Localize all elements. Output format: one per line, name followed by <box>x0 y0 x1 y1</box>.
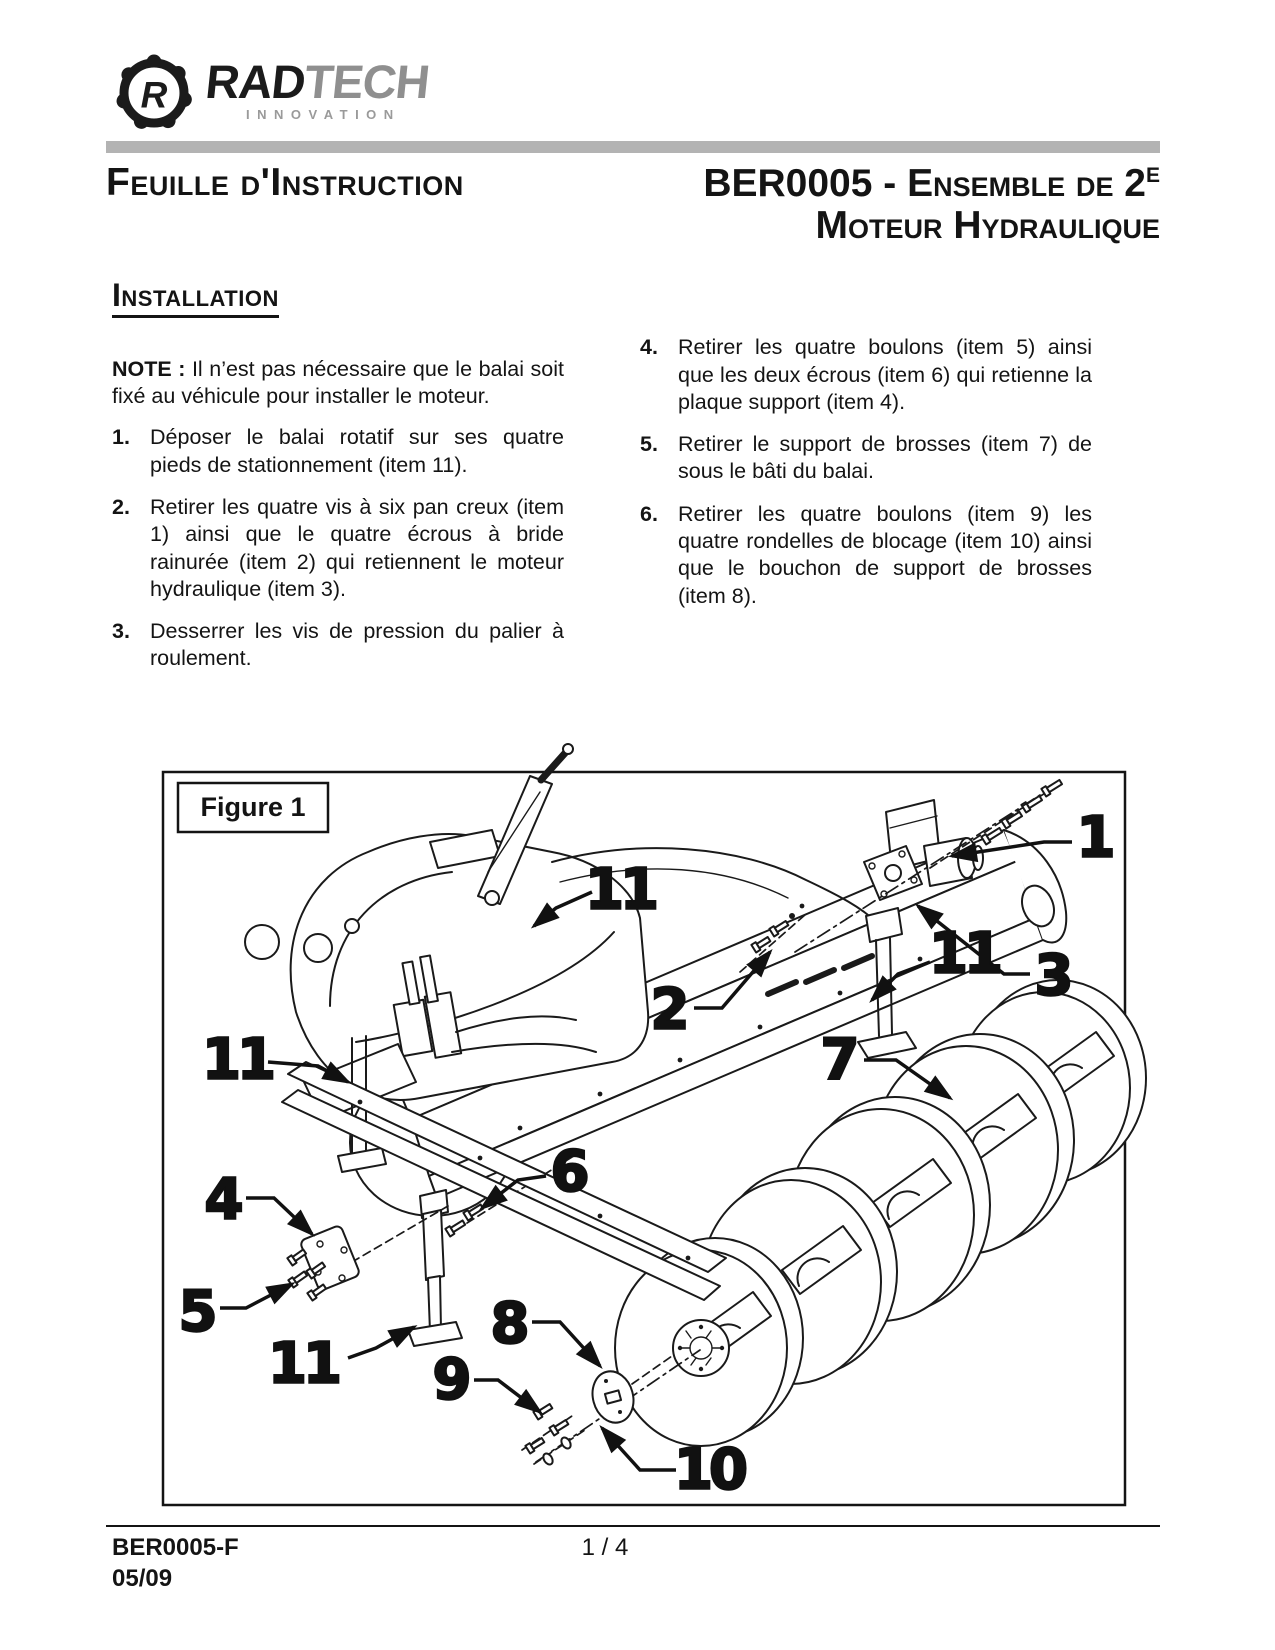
callout-leader-4 <box>246 1198 312 1234</box>
callout-number-2: 2 <box>650 977 686 1043</box>
step-number: 6. <box>640 501 658 526</box>
callout-number-5: 5 <box>178 1279 214 1345</box>
step-number: 3. <box>112 619 130 644</box>
callout-number-9: 9 <box>432 1347 468 1413</box>
callout-number-6: 6 <box>550 1139 586 1205</box>
footer-doc-info <box>112 1532 239 1594</box>
doc-title-line2: Moteur Hydraulique <box>815 204 1160 248</box>
step-number: 4. <box>640 335 658 360</box>
callout-number-4: 4 <box>204 1167 240 1233</box>
footer-doc-code: BER0005-F <box>112 1534 239 1561</box>
note-text: Il n’est pas nécessaire que le balai soit fixé au véhicule pour installer le moteur. <box>112 356 564 409</box>
note-label: NOTE : <box>112 356 186 381</box>
broom-machine-drawing <box>245 744 1146 1466</box>
bolts-washers-items9-10 <box>522 1402 588 1466</box>
footer-page-number: 1 / 4 <box>581 1534 629 1561</box>
callout-leader-11 <box>348 1327 414 1358</box>
callout-number-3: 3 <box>1034 943 1070 1009</box>
logo-badge-letter: R <box>140 74 168 116</box>
page-title: Feuille d'Instruction <box>106 161 464 204</box>
callout-number-10: 10 <box>674 1437 744 1503</box>
callout-number-1: 1 <box>1076 805 1112 871</box>
footer-rule <box>106 1525 1160 1527</box>
step-text: Déposer le balai rotatif sur ses quatre pieds de stationnement (item 11). <box>150 425 564 477</box>
callout-number-11: 11 <box>202 1027 272 1093</box>
step-number: 1. <box>112 425 130 450</box>
step-text: Retirer le support de brosses (item 7) de sous le bâti du balai. <box>678 432 1092 484</box>
doc-title-name: Ensemble de 2 <box>907 162 1146 205</box>
step-text: Retirer les quatre boulons (item 9) les quatre rondelles de blocage (item 10) ainsi que le bouchon de support de brosses (item 8). <box>678 501 1092 608</box>
callout-leader-8 <box>532 1322 600 1366</box>
callout-number-7: 7 <box>820 1027 856 1093</box>
logo-text-rad: RAD <box>203 55 308 108</box>
step-number: 2. <box>112 494 130 519</box>
callout-leader-5 <box>220 1284 292 1308</box>
doc-title-sup: E <box>1145 164 1160 187</box>
figure-label: Figure 1 <box>200 792 306 822</box>
logo-text-tech: TECH <box>302 55 432 108</box>
callout-leader-9 <box>474 1380 540 1412</box>
callout-number-8: 8 <box>490 1291 526 1357</box>
step-number: 5. <box>640 432 658 457</box>
step-text: Desserrer les vis de pression du palier à roulement. <box>150 619 564 671</box>
section-heading: Installation <box>112 277 279 318</box>
step-text: Retirer les quatre vis à six pan creux (item 1) ainsi que le quatre écrous à bride rainurée (item 2) qui retiennent le moteur hydraulique (item 3). <box>150 494 564 601</box>
callout-number-11: 11 <box>585 857 655 923</box>
callout-number-11: 11 <box>929 921 999 987</box>
footer-date: 05/09 <box>112 1565 173 1593</box>
doc-title-code: BER0005 - <box>703 162 908 205</box>
callout-number-11: 11 <box>268 1331 338 1397</box>
step-text: Retirer les quatre boulons (item 5) ainsi que les deux écrous (item 6) qui retienne la plaque support (item 4). <box>678 335 1092 414</box>
logo-tagline: INNOVATION <box>246 107 401 122</box>
